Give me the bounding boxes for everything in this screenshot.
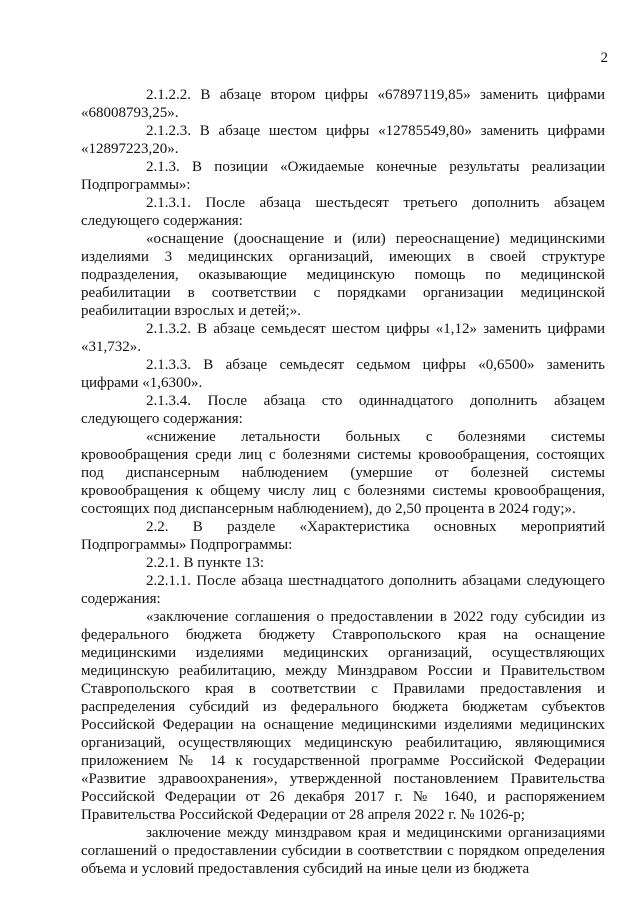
paragraph-2-2-1: 2.2.1. В пункте 13: [146, 555, 265, 571]
paragraph-2-2: 2.2. В разделе «Характеристика основных мероприятий Подпрограммы» Подпрограммы: [81, 519, 605, 553]
paragraph-2-1-3: 2.1.3. В позиции «Ожидаемые конечные результаты реализации Подпрограммы»: [81, 159, 605, 193]
paragraph-2-1-3-3: 2.1.3.3. В абзаце семьдесят седьмом цифры «0,6500» заменить цифрами «1,6300». [81, 357, 605, 391]
paragraph-2-1-3-1: 2.1.3.1. После абзаца шестьдесят третьего дополнить абзацем следующего содержания: [81, 195, 605, 229]
page-number: 2 [600, 50, 608, 66]
paragraph-2-1-3-4: 2.1.3.4. После абзаца сто одиннадцатого дополнить абзацем следующего содержания: [81, 393, 605, 427]
paragraph-ministry-agreement: заключение между минздравом края и медицинскими организациями соглашений о предоставлении субсидии в соответствии с порядком определения объема и условий предоставления субсидий на иные цели из бюджета [81, 825, 605, 877]
document-body [81, 86, 605, 878]
quoted-paragraph-mortality: «снижение летальности больных с болезнями системы кровообращения среди лиц с болезнями системы кровообращения, состоящих под диспансерным наблюдением (умершие от болезней системы кровообращения к общему числу лиц с болезнями системы кровообращения, состоящих под диспансерным наблюдением), до 2,50 процента в 2024 году;». [81, 429, 605, 517]
quoted-paragraph-subsidy-agreement: «заключение соглашения о предоставлении в 2022 году субсидии из федерального бюджета бюджету Ставропольского края на оснащение медицинскими изделиями медицинских организаций, осуществляющих медицинскую реабилитацию, между Минздравом России и Правительством Ставропольского края в соответствии с Правилами предоставления и распределения субсидий из федерального бюджета бюджетам субъектов Российской Федерации на оснащение медицинскими изделиями медицинских организаций, осуществляющих медицинскую реабилитацию, являющимися приложением № 14 к государственной программе Российской Федерации «Развитие здравоохранения», утвержденной постановлением Правительства Российской Федерации от 26 декабря 2017 г. № 1640, и распоряжением Правительства Российской Федерации от 28 апреля 2022 г. № 1026-р; [81, 609, 605, 823]
paragraph-2-2-1-1: 2.2.1.1. После абзаца шестнадцатого дополнить абзацами следующего содержания: [81, 573, 605, 607]
paragraph-2-1-2-2: 2.1.2.2. В абзаце втором цифры «67897119,85» заменить цифрами «68008793,25». [81, 87, 605, 121]
paragraph-2-1-2-3: 2.1.2.3. В абзаце шестом цифры «12785549,80» заменить цифрами «12897223,20». [81, 123, 605, 157]
paragraph-2-1-3-2: 2.1.3.2. В абзаце семьдесят шестом цифры «1,12» заменить цифрами «31,732». [81, 321, 605, 355]
quoted-paragraph-equipment: «оснащение (дооснащение и (или) переоснащение) медицинскими изделиями 3 медицинских организаций, имеющих в своей структуре подразделения, оказывающие медицинскую помощь по медицинской реабилитации в соответствии с порядками организации медицинской реабилитации взрослых и детей;». [81, 231, 605, 319]
